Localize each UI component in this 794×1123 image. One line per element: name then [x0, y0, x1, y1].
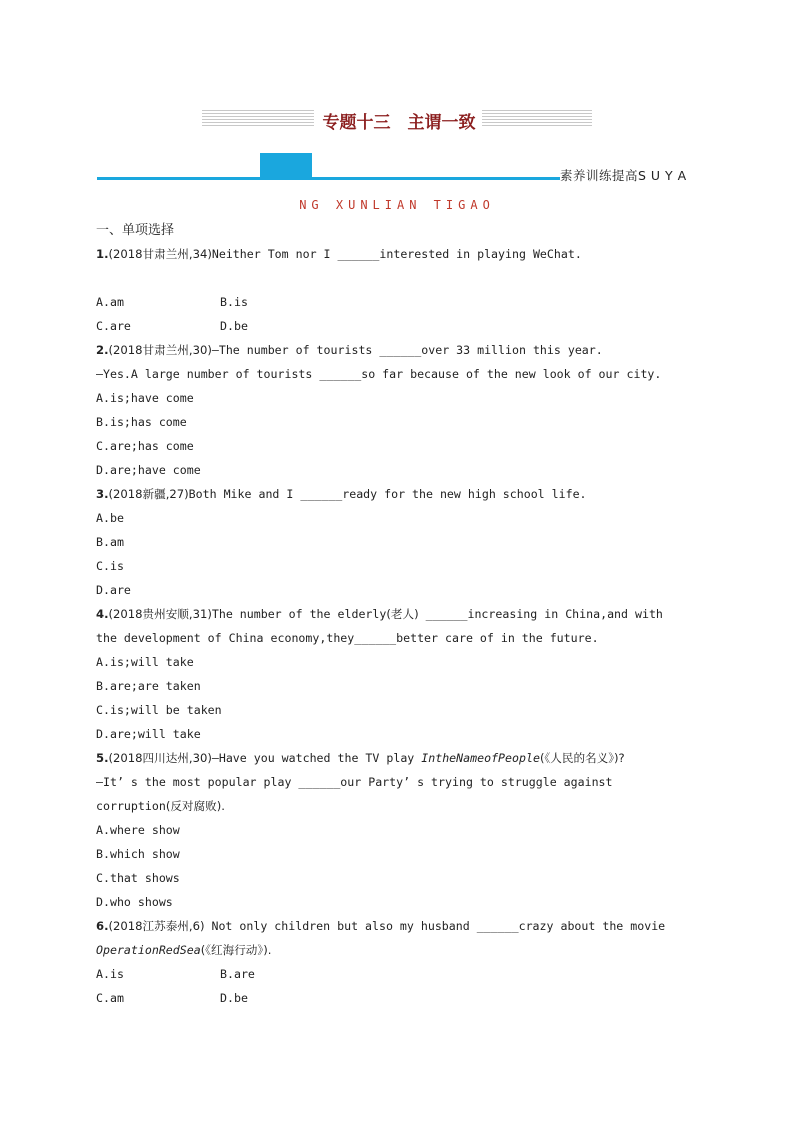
- tv-play-title: IntheNameofPeople: [421, 751, 540, 765]
- title-decoration-left: [202, 110, 314, 126]
- option-a[interactable]: A.am: [96, 295, 124, 309]
- question-text: Neither Tom nor I ______interested in playing WeChat.: [211, 247, 582, 261]
- question-source: (2018甘肃兰州,34): [108, 247, 212, 261]
- banner-label: 素养训练提高S U Y A: [560, 168, 687, 183]
- section-title: 一、单项选择: [96, 223, 175, 238]
- question-5-stem: [96, 746, 706, 770]
- option-b[interactable]: B.which show: [96, 847, 180, 861]
- question-list: [96, 220, 706, 1010]
- option-d[interactable]: D.are;will take: [96, 727, 201, 741]
- banner-line: [97, 177, 560, 180]
- question-text: Both Mike and I ______ready for the new high school life.: [188, 487, 587, 501]
- option-c[interactable]: C.are: [96, 319, 131, 333]
- option-c[interactable]: C.that shows: [96, 871, 180, 885]
- option-a[interactable]: A.is: [96, 967, 124, 981]
- page-title: 专题十三 主谓一致: [322, 113, 476, 133]
- question-gloss: (《人民的名义》)?: [539, 751, 625, 765]
- question-number: 6.: [96, 919, 109, 933]
- question-text: The number of the elderly: [211, 607, 387, 621]
- question-6-options-row-2: [96, 986, 706, 1010]
- option-b[interactable]: B.is;has come: [96, 415, 187, 429]
- question-3-stem: [96, 482, 706, 506]
- option-a[interactable]: A.is;will take: [96, 655, 194, 669]
- question-2-stem: [96, 338, 706, 362]
- question-text-cont: ______increasing in China,and with: [418, 607, 663, 621]
- question-gloss: (老人): [386, 607, 419, 621]
- question-4-stem-line-2: the development of China economy,they______better care of in the future.: [96, 631, 599, 645]
- title-band: [202, 108, 592, 133]
- question-number: 3.: [96, 487, 109, 501]
- banner-block: [260, 153, 312, 179]
- option-c[interactable]: C.is;will be taken: [96, 703, 222, 717]
- question-1-options-row-2: [96, 314, 706, 338]
- question-gloss: (反对腐败).: [165, 799, 225, 813]
- question-6-stem: [96, 914, 706, 938]
- question-text: —The number of tourists ______over 33 million this year.: [211, 343, 603, 357]
- option-c[interactable]: C.is: [96, 559, 124, 573]
- option-a[interactable]: A.be: [96, 511, 124, 525]
- question-6-options-row-1: [96, 962, 706, 986]
- option-b[interactable]: B.is: [220, 295, 248, 309]
- movie-title: OperationRedSea: [96, 943, 201, 957]
- question-6-stem-line-2: [96, 938, 706, 962]
- question-source: (2018江苏泰州,6): [108, 919, 205, 933]
- question-1-stem: [96, 242, 706, 266]
- question-text: Not only children but also my husband ______crazy about the movie: [204, 919, 666, 933]
- question-number: 5.: [96, 751, 109, 765]
- question-text: —Have you watched the TV play: [211, 751, 422, 765]
- option-d[interactable]: D.are;have come: [96, 463, 201, 477]
- question-gloss: (《红海行动》).: [200, 943, 272, 957]
- question-number: 1.: [96, 247, 109, 261]
- option-d[interactable]: D.who shows: [96, 895, 173, 909]
- question-source: (2018四川达州,30): [108, 751, 212, 765]
- question-number: 4.: [96, 607, 109, 621]
- banner-label-continued: NG XUNLIAN TIGAO: [299, 198, 495, 212]
- option-d[interactable]: D.are: [96, 583, 131, 597]
- title-decoration-right: [482, 110, 592, 126]
- question-2-stem-line-2: —Yes.A large number of tourists ______so far because of the new look of our city.: [96, 367, 662, 381]
- question-number: 2.: [96, 343, 109, 357]
- question-source: (2018新疆,27): [108, 487, 189, 501]
- option-b[interactable]: B.am: [96, 535, 124, 549]
- question-source: (2018甘肃兰州,30): [108, 343, 212, 357]
- option-a[interactable]: A.is;have come: [96, 391, 194, 405]
- option-d[interactable]: D.be: [220, 319, 248, 333]
- question-5-stem-line-3: [96, 794, 706, 818]
- question-4-stem: [96, 602, 706, 626]
- option-d[interactable]: D.be: [220, 991, 248, 1005]
- question-5-stem-line-2: —It’ s the most popular play ______our Party’ s trying to struggle against: [96, 775, 613, 789]
- option-b[interactable]: B.are: [220, 967, 255, 981]
- option-a[interactable]: A.where show: [96, 823, 180, 837]
- option-c[interactable]: C.am: [96, 991, 124, 1005]
- question-source: (2018贵州安顺,31): [108, 607, 212, 621]
- question-1-options-row-1: [96, 290, 706, 314]
- option-c[interactable]: C.are;has come: [96, 439, 194, 453]
- option-b[interactable]: B.are;are taken: [96, 679, 201, 693]
- question-text: corruption: [96, 799, 166, 813]
